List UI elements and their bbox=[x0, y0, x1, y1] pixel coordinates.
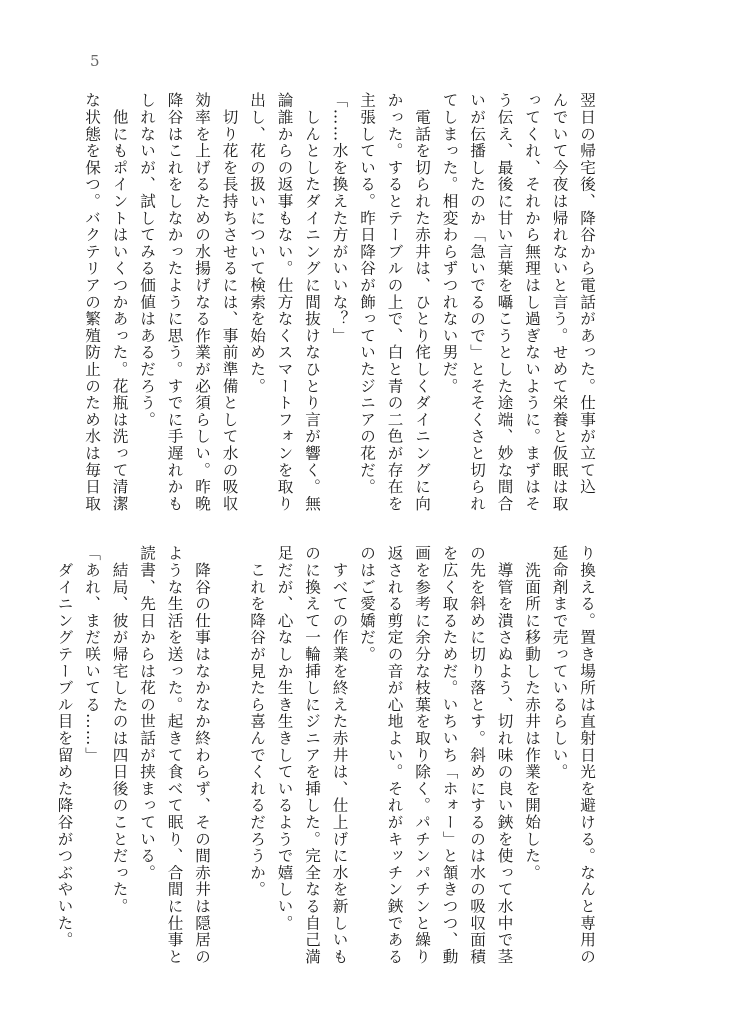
text-line: 結局、彼が帰宅したのは四日後のことだった。 bbox=[110, 545, 129, 915]
text-line: の先を斜めに切り落とす。斜めにするのは水の吸収面積 bbox=[468, 545, 486, 965]
bottom-text-block bbox=[50, 545, 600, 965]
text-line: んでいて今夜は帰れないと言う。せめて栄養と仮眠は取 bbox=[550, 92, 569, 512]
text-line: 導管を潰さぬよう、切れ味の良い鋏を使って水中で茎 bbox=[495, 545, 514, 965]
text-line: ダイニングテーブル目を留めた降谷がつぶやいた。 bbox=[55, 545, 74, 949]
text-line: しれないが、試してみる価値はあるだろう。 bbox=[138, 92, 156, 428]
text-line: 他にもポイントはいくつかあった。花瓶は洗って清潔 bbox=[110, 92, 129, 512]
text-line: を広く取るためだ。いちいち「ホォー」と頷きつつ、動 bbox=[440, 545, 459, 965]
text-line: いが伝播したのか「急いでるので」とそそくさと切られ bbox=[468, 92, 486, 512]
text-line: のはご愛嬌だ。 bbox=[358, 545, 376, 663]
text-line: 主張している。昨日降谷が飾っていたジニアの花だ。 bbox=[358, 92, 376, 496]
text-line: のに換えて一輪挿しにジニアを挿した。完全なる自己満 bbox=[303, 545, 321, 965]
text-line: てしまった。相変わらずつれない男だ。 bbox=[440, 92, 459, 395]
text-line: かった。するとテーブルの上で、白と青の二色が存在を bbox=[385, 92, 404, 512]
text-line: ような生活を送った。起きて食べて眠り、合間に仕事と bbox=[165, 545, 184, 965]
text-line: ってくれ、それから無理はし過ぎないように。まずはそ bbox=[523, 92, 541, 512]
text-line: 画を参考に余分な枝葉を取り除く。パチンパチンと繰り bbox=[413, 545, 431, 965]
text-line: すべての作業を終えた赤井は、仕上げに水を新しいも bbox=[330, 545, 349, 965]
text-line: 「……水を換えた方がいいな？」 bbox=[330, 92, 349, 344]
text-line: う伝え、最後に甘い言葉を囁こうとした途端、妙な間合 bbox=[495, 92, 514, 512]
text-line: 降谷はこれをしなかったように思う。すでに手遅れかも bbox=[165, 92, 184, 512]
top-text-block bbox=[78, 92, 601, 512]
text-line: 延命剤まで売っているらしい。 bbox=[550, 545, 569, 781]
text-line: 翌日の帰宅後、降谷から電話があった。仕事が立て込 bbox=[578, 92, 596, 496]
text-line: 「あれ、まだ咲いてる……」 bbox=[83, 545, 101, 764]
text-line: 出し、花の扱いについて検索を始めた。 bbox=[248, 92, 266, 395]
text-line: 降谷の仕事はなかなか終わらず、その間赤井は隠居の bbox=[193, 545, 211, 965]
text-line: 切り花を長持ちさせるには、事前準備として水の吸収 bbox=[220, 92, 239, 512]
text-line: 洗面所に移動した赤井は作業を開始した。 bbox=[523, 545, 541, 881]
text-line: り換える。置き場所は直射日光を避ける。なんと専用の bbox=[578, 545, 596, 965]
text-line: 論誰からの返事もない。仕方なくスマートフォンを取り bbox=[275, 92, 294, 512]
text-line: これを降谷が見たら喜んでくれるだろうか。 bbox=[248, 545, 266, 898]
text-line: 返される剪定の音が心地よい。それがキッチン鋏である bbox=[385, 545, 404, 965]
text-line: 効率を上げるための水揚げなる作業が必須らしい。昨晩 bbox=[193, 92, 211, 512]
text-line: な状態を保つ。バクテリアの繁殖防止のため水は毎日取 bbox=[83, 92, 101, 512]
text-line: 足だが、心なしか生き生きしているようで嬉しい。 bbox=[275, 545, 294, 932]
page-number: 5 bbox=[90, 52, 100, 70]
text-line: しんとしたダイニングに間抜けなひとり言が響く。無 bbox=[303, 92, 321, 512]
text-line: 電話を切られた赤井は、ひとり侘しくダイニングに向 bbox=[413, 92, 431, 512]
text-line: 読書、先日からは花の世話が挟まっている。 bbox=[138, 545, 156, 881]
text-line bbox=[215, 545, 243, 965]
